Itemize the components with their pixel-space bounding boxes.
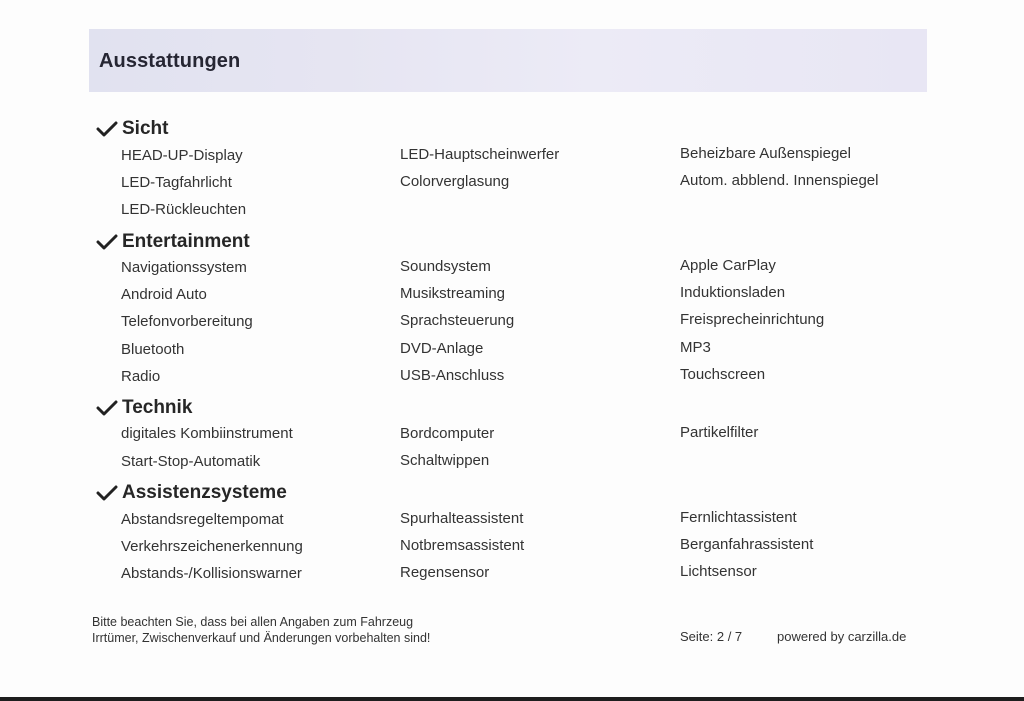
checkmark-icon	[96, 399, 118, 417]
feature-item: Autom. abblend. Innenspiegel	[680, 172, 879, 189]
disclaimer-line: Bitte beachten Sie, dass bei allen Angaben zum Fahrzeug	[92, 615, 414, 629]
checkmark-icon	[96, 484, 118, 502]
feature-item: Sprachsteuerung	[400, 312, 515, 329]
page-title: Ausstattungen	[99, 50, 241, 72]
feature-item: LED-Tagfahrlicht	[121, 174, 232, 191]
feature-item: digitales Kombiinstrument	[121, 425, 293, 442]
feature-item: Colorverglasung	[400, 173, 510, 190]
feature-item: Freisprecheinrichtung	[680, 311, 825, 328]
feature-item: Berganfahrassistent	[680, 536, 814, 553]
feature-item: Abstandsregeltempomat	[121, 511, 284, 528]
section-title-assistenzsysteme	[96, 482, 287, 504]
section-title-entertainment	[96, 231, 250, 253]
feature-item: Start-Stop-Automatik	[121, 453, 261, 470]
bottom-edge-divider	[0, 697, 1024, 701]
section-title-sicht	[96, 118, 168, 140]
feature-item: Radio	[121, 368, 161, 385]
feature-item: Notbremsassistent	[400, 537, 525, 554]
feature-item: MP3	[680, 339, 711, 356]
feature-item: Schaltwippen	[400, 452, 490, 469]
feature-item: Musikstreaming	[400, 285, 506, 302]
feature-item: DVD-Anlage	[400, 340, 484, 357]
feature-item: USB-Anschluss	[400, 367, 505, 384]
feature-item: Spurhalteassistent	[400, 510, 524, 527]
disclaimer-line: Irrtümer, Zwischenverkauf und Änderungen vorbehalten sind!	[92, 631, 431, 645]
section-title-technik	[96, 397, 192, 419]
section-header-bar	[89, 29, 927, 92]
feature-item: LED-Hauptscheinwerfer	[400, 146, 560, 163]
feature-item: Lichtsensor	[680, 563, 757, 580]
section-title-label: Assistenzsysteme	[122, 482, 287, 503]
feature-item: Navigationssystem	[121, 259, 247, 276]
feature-item: Abstands-/Kollisionswarner	[121, 565, 302, 582]
feature-item: Soundsystem	[400, 258, 491, 275]
powered-by-label: powered by carzilla.de	[777, 629, 907, 644]
checkmark-icon	[96, 120, 118, 138]
disclaimer-note	[92, 614, 430, 646]
page-number: Seite: 2 / 7	[680, 629, 743, 644]
feature-item: Fernlichtassistent	[680, 509, 797, 526]
feature-item: Telefonvorbereitung	[121, 313, 253, 330]
feature-item: Bordcomputer	[400, 425, 495, 442]
section-title-label: Sicht	[122, 118, 169, 139]
feature-item: HEAD-UP-Display	[121, 147, 243, 164]
feature-item: Apple CarPlay	[680, 257, 776, 274]
feature-item: Partikelfilter	[680, 424, 759, 441]
feature-item: Regensensor	[400, 564, 490, 581]
feature-item: Bluetooth	[121, 341, 185, 358]
feature-item: Touchscreen	[680, 366, 766, 383]
feature-item: Induktionsladen	[680, 284, 786, 301]
feature-item: LED-Rückleuchten	[121, 201, 247, 218]
feature-item: Android Auto	[121, 286, 207, 303]
section-title-label: Entertainment	[122, 231, 250, 252]
section-title-label: Technik	[122, 397, 193, 418]
feature-item: Beheizbare Außenspiegel	[680, 145, 851, 162]
checkmark-icon	[96, 233, 118, 251]
feature-item: Verkehrszeichenerkennung	[121, 538, 303, 555]
